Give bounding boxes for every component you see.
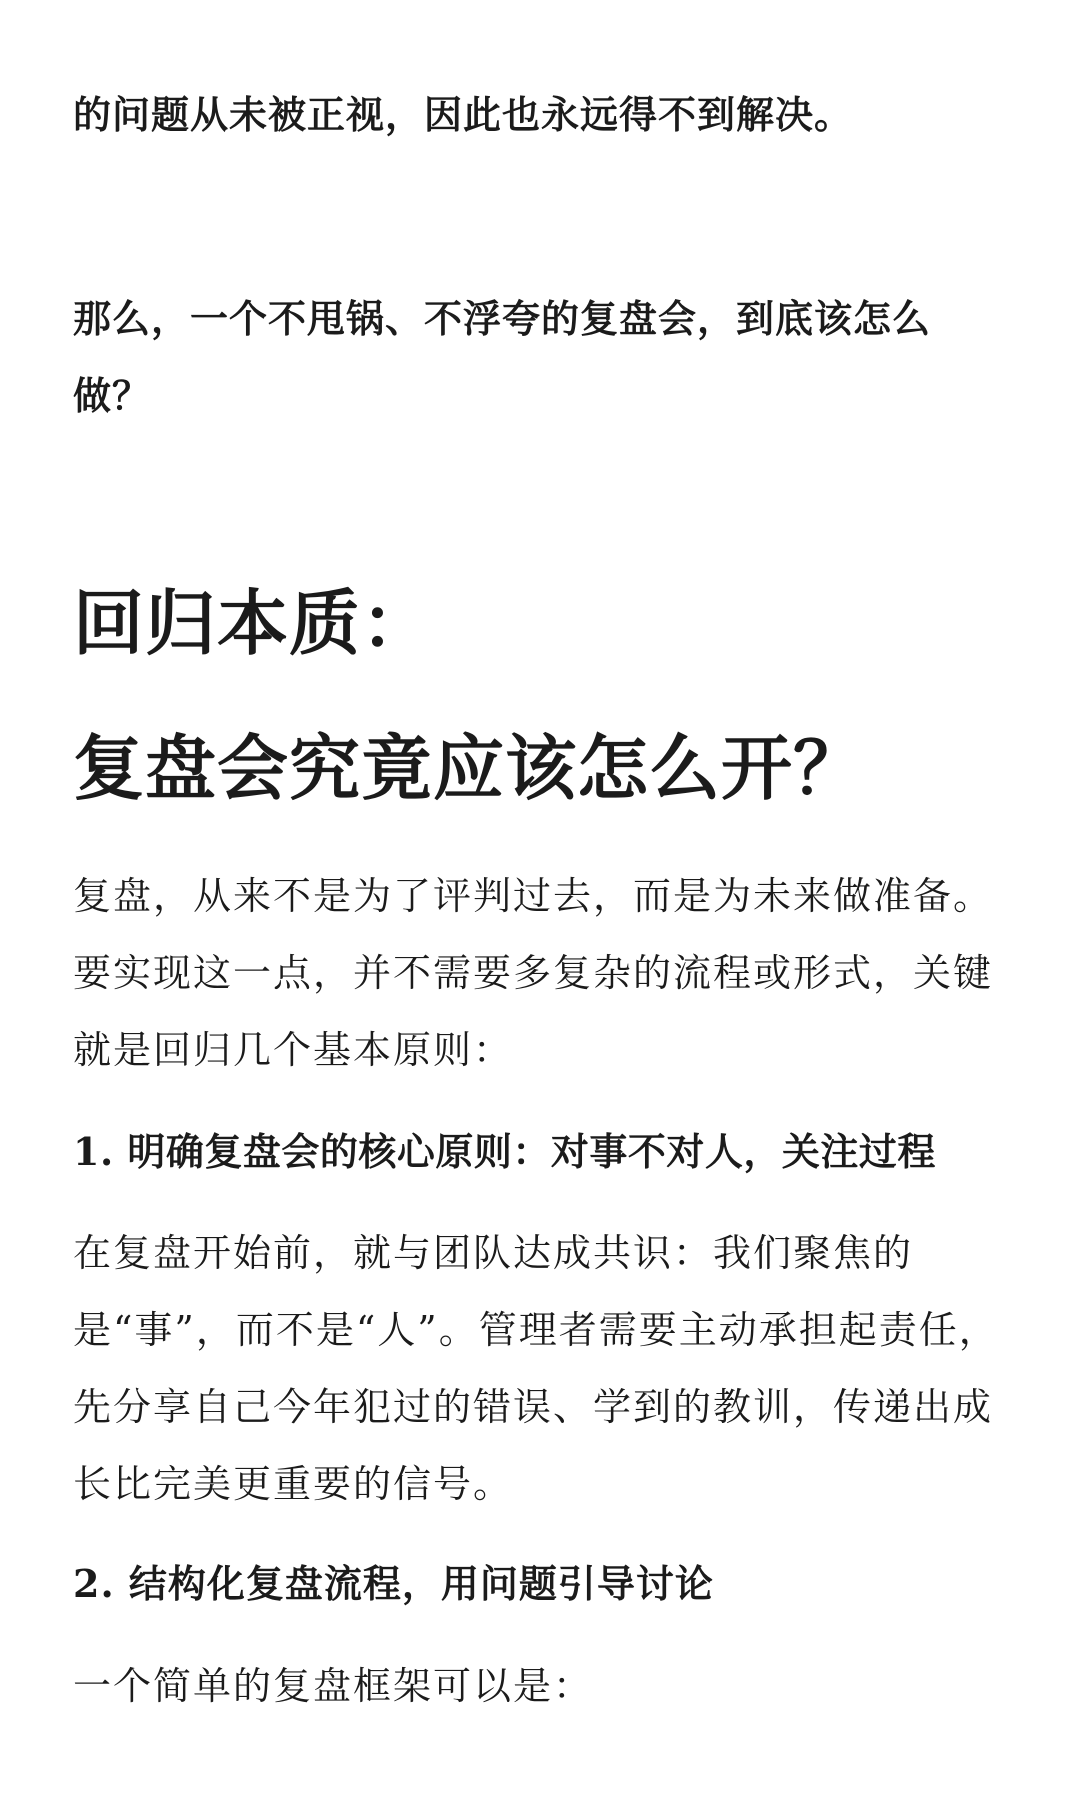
point-1-body: 在复盘开始前，就与团队达成共识：我们聚焦的是“事”，而不是“人”。管理者需要主动承担起责任，先分享自己今年犯过的错误、学到的教训，传递出成长比完美更重要的信号。 <box>73 1231 999 1506</box>
paragraph-question: 那么，一个不甩锅、不浮夸的复盘会，到底该怎么做？ <box>73 296 932 418</box>
paragraph-purpose: 复盘，从来不是为了评判过去，而是为未来做准备。要实现这一点，并不需要多复杂的流程或形式，关键就是回归几个基本原则： <box>73 874 994 1072</box>
section-heading-line-2: 复盘会究竟应该怎么开？ <box>73 726 866 810</box>
point-2-title: 2. 结构化复盘流程，用问题引导讨论 <box>73 1561 714 1606</box>
section-heading-line-1: 回归本质： <box>73 581 434 665</box>
point-1-title: 1. 明确复盘会的核心原则：对事不对人，关注过程 <box>73 1129 936 1174</box>
point-2-body: 一个简单的复盘框架可以是： <box>73 1664 594 1708</box>
paragraph-intro-end: 的问题从未被正视，因此也永远得不到解决。 <box>73 92 854 137</box>
